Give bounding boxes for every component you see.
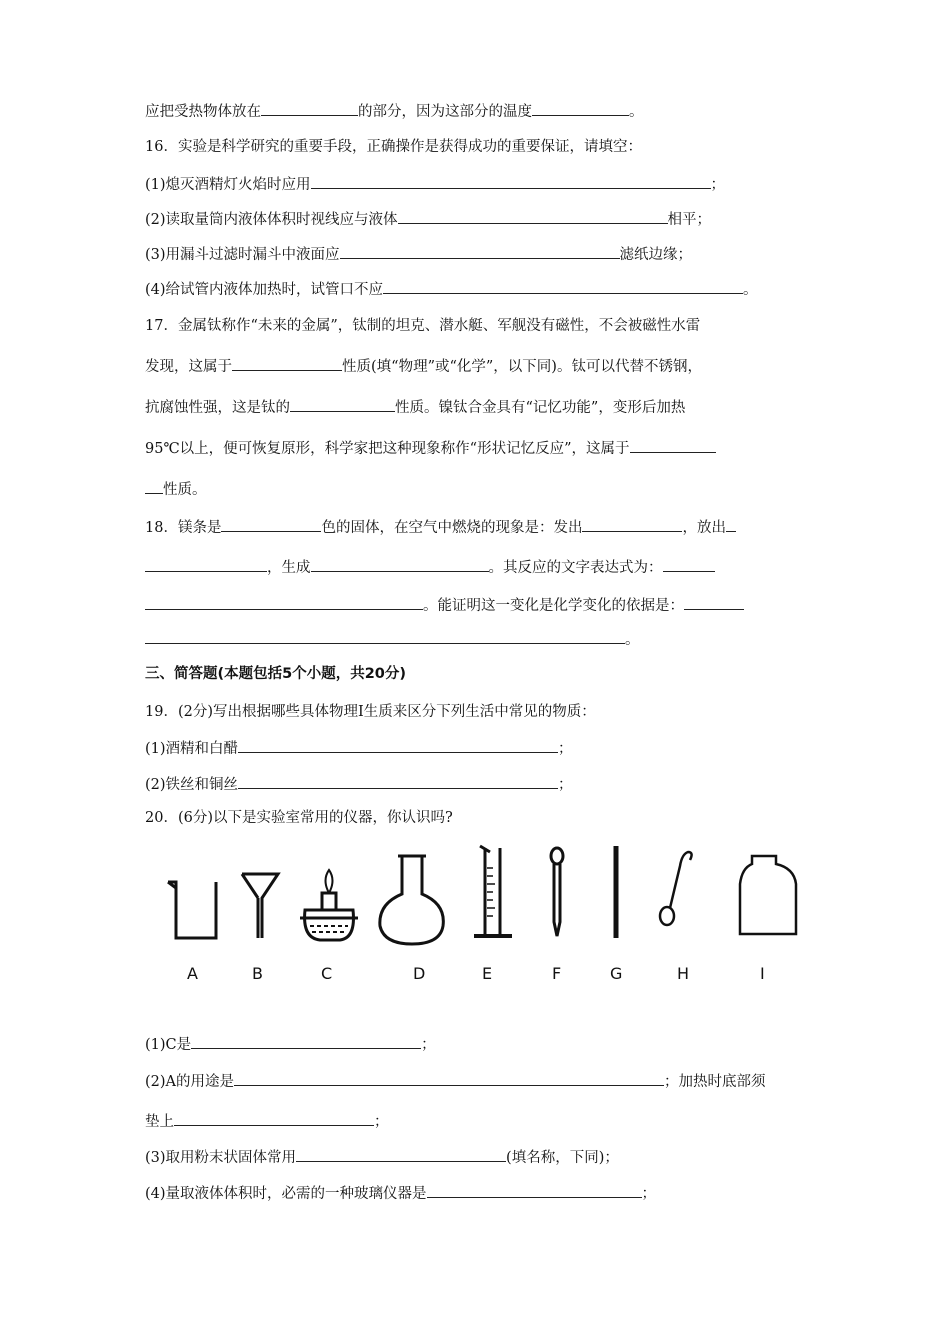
blank[interactable] [232,355,342,371]
blank[interactable] [398,208,668,224]
blank[interactable] [311,173,711,189]
q16-item-4: (4)给试管内液体加热时，试管口不应 。 [145,278,758,300]
q18-line-2: ，生成 。其反应的文字表达式为： [145,556,715,578]
q20-item-2: (2)A的用途是 ；加热时底部须 [145,1070,766,1092]
dropper-icon [551,848,563,936]
blank[interactable] [145,628,625,644]
q19-item-1: (1)酒精和白醋 ； [145,737,573,759]
q17-line-4: 95℃以上，便可恢复原形，科学家把这种现象称作“形状记忆反应”，这属于 [145,437,716,459]
spatula-icon [660,852,692,925]
q16-item-2: (2)读取量筒内液体体积时视线应与液体 相平； [145,208,711,230]
blank[interactable] [261,100,358,116]
blank[interactable] [684,594,744,610]
q19-item-2: (2)铁丝和铜丝 ； [145,773,573,795]
blank[interactable] [145,594,423,610]
q18-line-3: 。能证明这一变化是化学变化的依据是： [145,594,744,616]
figure-label-h: H [677,964,690,983]
blank[interactable] [234,1070,664,1086]
blank[interactable] [174,1110,374,1126]
blank[interactable] [221,516,321,532]
q20-item-4: (4)量取液体体积时，必需的一种玻璃仪器是 ； [145,1182,656,1204]
alcohol-lamp-icon [300,870,358,940]
blank[interactable] [726,516,736,532]
q17-line-5: 性质。 [145,478,207,500]
blank[interactable] [532,100,629,116]
graduated-cylinder-icon [474,846,512,936]
blank[interactable] [582,516,682,532]
blank[interactable] [296,1146,506,1162]
blank[interactable] [663,556,715,572]
q20-item-3: (3)取用粉末状固体常用 (填名称，下同)； [145,1146,619,1168]
figure-label-a: A [187,964,198,983]
figure-label-g: G [610,964,623,983]
blank[interactable] [145,478,163,494]
question-18: 18．镁条是 色的固体，在空气中燃烧的现象是：发出 ，放出 [145,516,736,538]
q16-item-1: (1)熄灭酒精灯火焰时应用 ； [145,173,725,195]
q20-item-1: (1)C是 ； [145,1033,436,1055]
line-q15-cont: 应把受热物体放在 的部分，因为这部分的温度 。 [145,100,644,122]
blank[interactable] [238,773,558,789]
reagent-bottle-icon [740,856,796,934]
blank[interactable] [383,278,743,294]
beaker-icon [168,882,216,938]
figure-label-i: I [760,964,765,983]
blank[interactable] [427,1182,642,1198]
q17-line-3: 抗腐蚀性强，这是钛的 性质。镍钛合金具有“记忆功能”，变形后加热 [145,396,685,418]
figure-label-d: D [413,964,426,983]
question-19: 19．(2分)写出根据哪些具体物理Ⅰ生质来区分下列生活中常见的物质： [145,704,596,720]
blank[interactable] [238,737,558,753]
blank[interactable] [630,437,716,453]
figure-label-e: E [482,964,493,983]
q20-item-2-cont: 垫上 ； [145,1110,389,1132]
figure-label-b: B [252,964,263,983]
question-20: 20．(6分)以下是实验室常用的仪器，你认识吗? [145,810,453,826]
question-17: 17．金属钛称作“未来的金属”，钛制的坦克、潜水艇、军舰没有磁性，不会被磁性水雷 [145,318,701,334]
q18-line-4: 。 [145,628,640,650]
q17-line-2: 发现，这属于 性质(填“物理”或“化学”，以下同)。钛可以代替不锈钢， [145,355,702,377]
round-bottom-flask-icon [380,856,443,944]
blank[interactable] [290,396,395,412]
figure-label-c: C [321,964,333,983]
blank[interactable] [145,556,267,572]
blank[interactable] [191,1033,421,1049]
question-16: 16．实验是科学研究的重要手段，正确操作是获得成功的重要保证，请填空： [145,139,642,155]
section-heading: 三、简答题(本题包括5个小题，共20分) [145,666,407,682]
blank[interactable] [311,556,489,572]
figure-label-f: F [552,964,562,983]
funnel-icon [242,874,278,938]
blank[interactable] [340,243,620,259]
q16-item-3: (3)用漏斗过滤时漏斗中液面应 滤纸边缘； [145,243,692,265]
